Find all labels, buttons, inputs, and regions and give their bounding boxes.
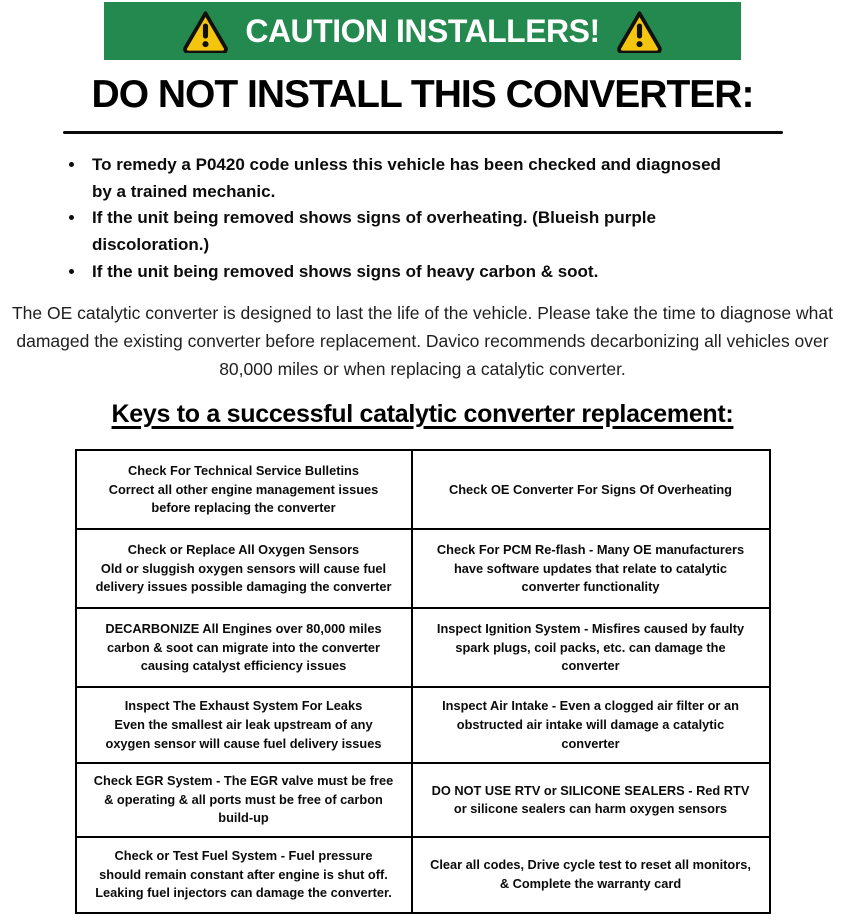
table-cell [76,837,412,913]
keys-table [75,449,771,914]
table-cell [412,608,770,687]
cell-text: Old or sluggish oxygen sensors will cause fuel delivery issues possible damaging the converter [95,560,392,595]
table-cell [76,608,412,687]
cell-text: Check or Test Fuel System - Fuel pressure should remain constant after engine is shut off. Leaking fuel injectors can damage the converter. [95,848,392,901]
cell-text: Clear all codes, Drive cycle test to reset all monitors, & Complete the warranty card [430,857,751,891]
table-cell [76,450,412,529]
warning-list [66,152,728,285]
table-row [76,450,770,529]
table-cell [76,687,412,763]
cell-text: Check For PCM Re-flash - Many OE manufacturers have software updates that relate to catalytic converter functionality [436,541,745,595]
cell-text: DECARBONIZE All Engines over 80,000 miles carbon & soot can migrate into the converter causing catalyst efficiency issues [105,620,382,674]
table-cell [412,837,770,913]
table-row [76,837,770,913]
cell-text: DO NOT USE RTV or SILICONE SEALERS - Red RTV or silicone sealers can harm oxygen sensors [431,782,750,817]
warning-list-item: • If the unit being removed shows signs of overheating. (Blueish purple discoloration.) [86,205,728,258]
warning-list-item: • To remedy a P0420 code unless this vehicle has been checked and diagnosed by a trained mechanic. [86,152,728,205]
warning-triangle-icon [182,10,229,53]
cell-text: Even the smallest air leak upstream of any oxygen sensor will cause fuel delivery issues [105,717,382,751]
divider-line [63,131,783,134]
cell-text: Correct all other engine management issues before replacing the converter [108,481,379,516]
cell-text: Inspect Ignition System - Misfires caused by faulty spark plugs, coil packs, etc. can damage the converter [436,620,745,674]
table-cell [412,763,770,837]
cell-text: Check OE Converter For Signs Of Overheating [448,481,733,497]
caution-banner [104,2,741,60]
table-cell [412,529,770,608]
cell-text: Check For Technical Service Bulletins [128,462,359,478]
table-row [76,763,770,837]
table-row [76,608,770,687]
cell-text: Inspect Air Intake - Even a clogged air filter or an obstructed air intake will damage a catalytic converter [442,698,739,751]
cell-text: Check or Replace All Oxygen Sensors [127,541,360,557]
cell-text: Check EGR System - The EGR valve must be free & operating & all ports must be free of carbon build-up [93,773,394,826]
table-row [76,529,770,608]
table-cell [412,687,770,763]
table-cell [76,763,412,837]
intro-paragraph: The OE catalytic converter is designed to last the life of the vehicle. Please take the time to diagnose what damaged the existing converter before replacement. Davico recommends decarbonizing all vehicles over 80,000 miles or when replacing a catalytic converter. [11,303,833,379]
banner-title: CAUTION INSTALLERS! [245,12,600,49]
cell-text: Inspect The Exhaust System For Leaks [124,698,363,714]
keys-heading: Keys to a successful catalytic converter replacement: [111,400,734,429]
table-cell [412,450,770,529]
table-cell [76,529,412,608]
table-row [76,687,770,763]
warning-list-item: • If the unit being removed shows signs of heavy carbon & soot. [86,259,728,286]
warning-triangle-icon [616,10,663,53]
page-title: DO NOT INSTALL THIS CONVERTER: [91,73,754,116]
